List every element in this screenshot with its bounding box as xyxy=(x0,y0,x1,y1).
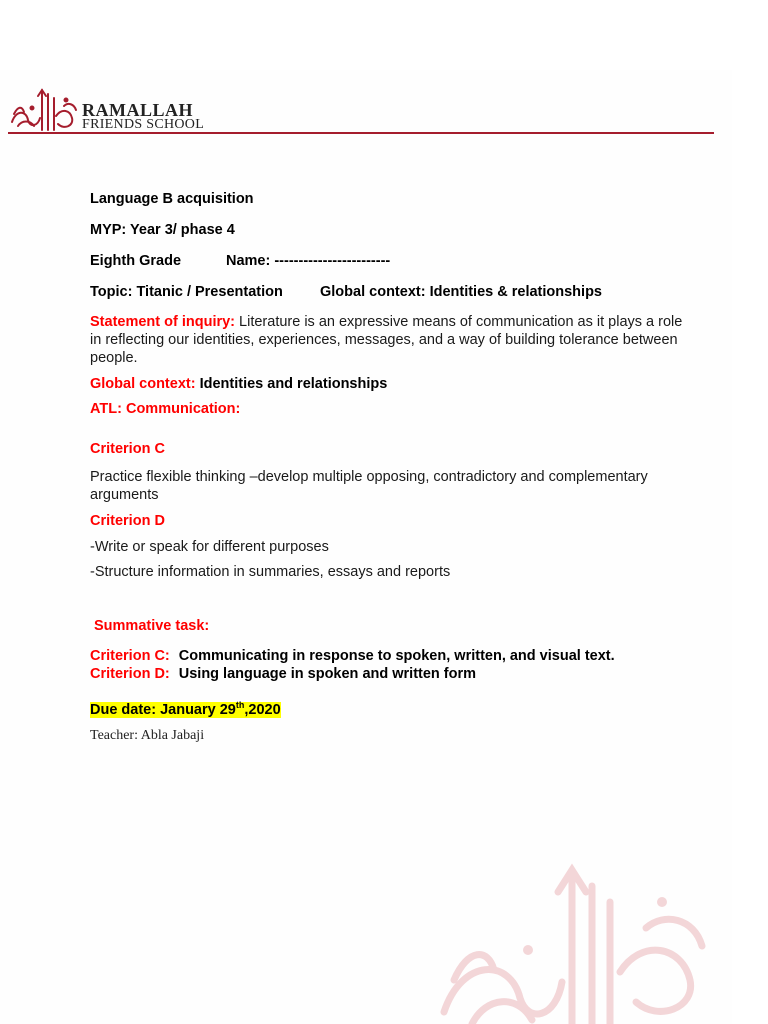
criterion-c-heading: Criterion C xyxy=(90,441,165,457)
due-date-highlight xyxy=(90,702,281,718)
criterion-d-item: -Write or speak for different purposes xyxy=(90,539,329,555)
school-name-line2: FRIENDS SCHOOL xyxy=(82,117,205,132)
task-d-text: Using language in spoken and written form xyxy=(178,666,477,682)
global-context-label: Global context: xyxy=(90,376,196,392)
statement-label: Statement of inquiry: xyxy=(90,314,236,330)
grade-line: Eighth Grade xyxy=(90,253,182,269)
task-c-label: Criterion C: xyxy=(90,648,170,664)
school-header xyxy=(8,86,714,136)
task-criterion-c xyxy=(90,647,615,665)
school-name-line1: RAMALLAH xyxy=(82,100,193,120)
arabic-calligraphy-logo-icon xyxy=(8,86,80,134)
global-context-value: Identities and relationships xyxy=(195,376,388,392)
topic-line: Topic: Titanic / Presentation xyxy=(90,284,283,300)
criterion-d-item: -Structure information in summaries, essays and reports xyxy=(90,564,451,580)
due-date xyxy=(90,696,281,719)
subject-line: Language B acquisition xyxy=(90,191,254,207)
statement-text: Literature is an expressive means of communication as it plays a role in reflecting our identities, experiences, messages, and a way of building tolerance between people. xyxy=(90,314,683,366)
task-c-text: Communicating in response to spoken, written, and visual text. xyxy=(178,648,615,664)
due-date-ordinal: th xyxy=(235,700,245,710)
statement-of-inquiry xyxy=(90,313,690,367)
global-context-top: Global context: Identities & relationships xyxy=(320,284,602,300)
arabic-calligraphy-watermark-icon xyxy=(432,862,722,1024)
student-name-field: Name: ------------------------ xyxy=(226,253,391,269)
teacher-line: Teacher: Abla Jabaji xyxy=(90,728,205,743)
task-d-label: Criterion D: xyxy=(90,666,170,682)
due-date-prefix: Due date: January 29 xyxy=(90,701,236,718)
global-context-line xyxy=(90,375,387,393)
criterion-c-text: Practice flexible thinking –develop multiple opposing, contradictory and complementary arguments xyxy=(90,469,648,503)
myp-line: MYP: Year 3/ phase 4 xyxy=(90,222,235,238)
due-date-year: ,2020 xyxy=(244,701,281,718)
summative-task-heading: Summative task: xyxy=(94,618,210,634)
task-criterion-d xyxy=(90,665,476,683)
atl-heading: ATL: Communication: xyxy=(90,401,241,417)
criterion-d-heading: Criterion D xyxy=(90,513,165,529)
header-divider xyxy=(8,132,714,134)
